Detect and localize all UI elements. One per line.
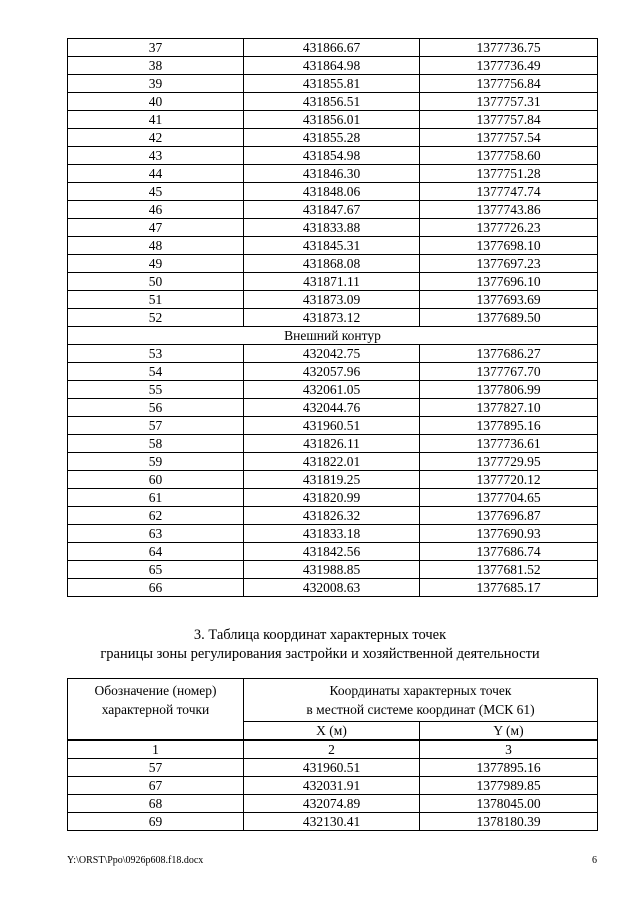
table-row [68,147,598,165]
y-coordinate: 1377895.16 [420,759,598,777]
table-row [68,237,598,255]
table-row [68,255,598,273]
y-coordinate: 1377827.10 [420,399,598,417]
x-coordinate: 431855.28 [244,129,420,147]
point-number: 58 [68,435,244,453]
x-coordinate: 431854.98 [244,147,420,165]
point-number: 51 [68,291,244,309]
x-coordinate: 432044.76 [244,399,420,417]
zone-coordinates-table [67,678,598,831]
table-row [68,57,598,75]
table-row [68,561,598,579]
x-coordinate: 431822.01 [244,453,420,471]
y-coordinate: 1377729.95 [420,453,598,471]
table-row [68,75,598,93]
x-coordinate: 431847.67 [244,201,420,219]
section-title-line1: 3. Таблица координат характерных точек [193,627,447,643]
y-coordinate: 1377806.99 [420,381,598,399]
point-number: 37 [68,39,244,57]
y-coordinate: 1377704.65 [420,489,598,507]
point-number: 64 [68,543,244,561]
point-number: 61 [68,489,244,507]
x-coordinate: 431868.08 [244,255,420,273]
x-coordinate: 431866.67 [244,39,420,57]
table-row [68,273,598,291]
y-coordinate: 1377757.54 [420,129,598,147]
column-number: 2 [244,740,420,759]
point-number: 65 [68,561,244,579]
y-coordinate: 1377751.28 [420,165,598,183]
x-coordinate: 431988.85 [244,561,420,579]
table-row [68,417,598,435]
column-number: 3 [420,740,598,759]
y-coordinate: 1377686.27 [420,345,598,363]
table-row [68,507,598,525]
point-number: 53 [68,345,244,363]
point-number: 57 [68,759,244,777]
y-coordinate: 1377686.74 [420,543,598,561]
table-row [68,93,598,111]
y-coordinate: 1377726.23 [420,219,598,237]
x-coordinate: 431873.12 [244,309,420,327]
y-coordinate: 1377747.74 [420,183,598,201]
y-coordinate: 1377720.12 [420,471,598,489]
point-number: 42 [68,129,244,147]
x-coordinate: 431871.11 [244,273,420,291]
y-coordinate: 1377697.23 [420,255,598,273]
y-coordinate: 1377895.16 [420,417,598,435]
header-coords-cell [244,679,598,722]
point-number: 69 [68,813,244,831]
point-number: 63 [68,525,244,543]
x-coordinate: 431855.81 [244,75,420,93]
point-number: 67 [68,777,244,795]
table-row [68,453,598,471]
page-number: 6 [592,855,597,866]
x-coordinate: 431848.06 [244,183,420,201]
point-number: 45 [68,183,244,201]
y-coordinate: 1377681.52 [420,561,598,579]
point-number: 44 [68,165,244,183]
point-number: 50 [68,273,244,291]
point-number: 59 [68,453,244,471]
y-coordinate: 1377736.61 [420,435,598,453]
header-x: X (м) [244,722,420,741]
header-coords-line2: в местной системе координат (МСК 61) [306,702,535,717]
table-row [68,165,598,183]
x-coordinate: 431856.01 [244,111,420,129]
x-coordinate: 432042.75 [244,345,420,363]
y-coordinate: 1377767.70 [420,363,598,381]
table-header-row [68,679,598,722]
y-coordinate: 1378045.00 [420,795,598,813]
footer-file-path: Y:\ORST\Ppo\0926p608.f18.docx [67,855,204,866]
x-coordinate: 431960.51 [244,417,420,435]
x-coordinate: 432057.96 [244,363,420,381]
point-number: 49 [68,255,244,273]
header-point-line2: характерной точки [101,702,210,717]
table-row [68,435,598,453]
x-coordinate: 431820.99 [244,489,420,507]
x-coordinate: 431960.51 [244,759,420,777]
table-row [68,219,598,237]
table-row [68,399,598,417]
point-number: 41 [68,111,244,129]
point-number: 56 [68,399,244,417]
y-coordinate: 1377690.93 [420,525,598,543]
x-coordinate: 431826.32 [244,507,420,525]
table-row [68,345,598,363]
table-row [68,39,598,57]
table-row [68,471,598,489]
table-row [68,309,598,327]
x-coordinate: 431846.30 [244,165,420,183]
table-row [68,813,598,831]
x-coordinate: 432008.63 [244,579,420,597]
x-coordinate: 431873.09 [244,291,420,309]
y-coordinate: 1377758.60 [420,147,598,165]
column-number: 1 [68,740,244,759]
header-y: Y (м) [420,722,598,741]
y-coordinate: 1377696.87 [420,507,598,525]
x-coordinate: 431856.51 [244,93,420,111]
x-coordinate: 432031.91 [244,777,420,795]
table-row [68,525,598,543]
table-row [68,201,598,219]
y-coordinate: 1377693.69 [420,291,598,309]
table-row [68,795,598,813]
table-row [68,129,598,147]
y-coordinate: 1377757.31 [420,93,598,111]
header-coords-line1: Координаты характерных точек [329,683,512,698]
y-coordinate: 1377685.17 [420,579,598,597]
point-number: 48 [68,237,244,255]
point-number: 68 [68,795,244,813]
y-coordinate: 1377696.10 [420,273,598,291]
table-row [68,183,598,201]
x-coordinate: 432074.89 [244,795,420,813]
y-coordinate: 1377743.86 [420,201,598,219]
x-coordinate: 431845.31 [244,237,420,255]
point-number: 66 [68,579,244,597]
x-coordinate: 431833.88 [244,219,420,237]
point-number: 55 [68,381,244,399]
table-row [68,111,598,129]
table-row [68,291,598,309]
x-coordinate: 432061.05 [244,381,420,399]
table-row [68,489,598,507]
point-number: 39 [68,75,244,93]
x-coordinate: 431819.25 [244,471,420,489]
table-row [68,381,598,399]
y-coordinate: 1378180.39 [420,813,598,831]
section-title-line2: границы зоны регулирования застройки и хозяйственной деятельности [100,646,540,662]
table-row [68,543,598,561]
point-number: 40 [68,93,244,111]
point-number: 54 [68,363,244,381]
y-coordinate: 1377698.10 [420,237,598,255]
y-coordinate: 1377689.50 [420,309,598,327]
table-row [68,363,598,381]
y-coordinate: 1377756.84 [420,75,598,93]
point-number: 57 [68,417,244,435]
column-number-row [68,740,598,759]
y-coordinate: 1377989.85 [420,777,598,795]
point-number: 43 [68,147,244,165]
y-coordinate: 1377736.49 [420,57,598,75]
x-coordinate: 432130.41 [244,813,420,831]
point-number: 38 [68,57,244,75]
point-number: 62 [68,507,244,525]
x-coordinate: 431864.98 [244,57,420,75]
x-coordinate: 431833.18 [244,525,420,543]
y-coordinate: 1377736.75 [420,39,598,57]
table-row [68,759,598,777]
point-number: 52 [68,309,244,327]
contour-label-row [68,327,598,345]
x-coordinate: 431842.56 [244,543,420,561]
point-number: 46 [68,201,244,219]
y-coordinate: 1377757.84 [420,111,598,129]
point-number: 60 [68,471,244,489]
point-number: 47 [68,219,244,237]
coordinates-table-continued [67,38,598,597]
header-point-cell [68,679,244,741]
table-row [68,777,598,795]
contour-label: Внешний контур [68,327,598,345]
x-coordinate: 431826.11 [244,435,420,453]
header-point-line1: Обозначение (номер) [94,683,217,698]
table-row [68,579,598,597]
